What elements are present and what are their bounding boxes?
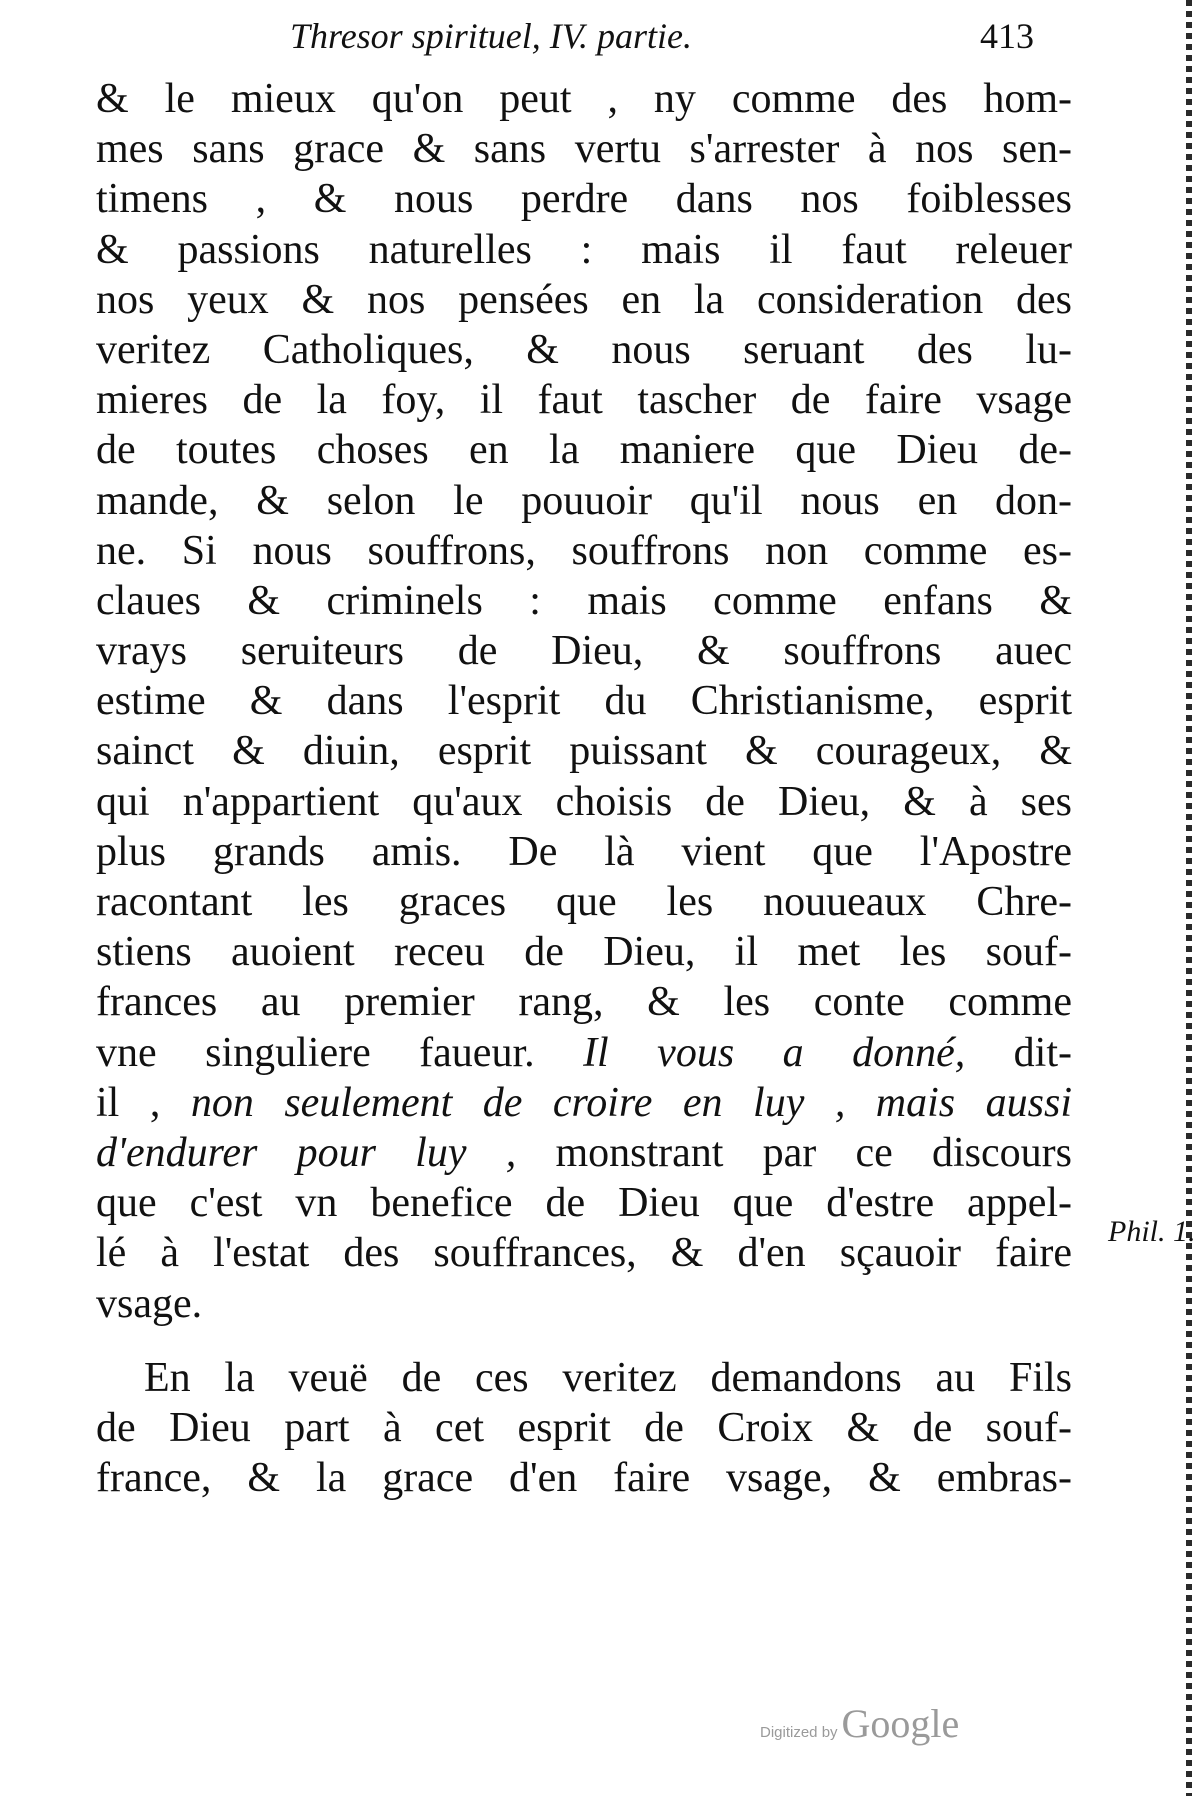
text-line: que c'est vn benefice de Dieu que d'estre appel- [96, 1180, 1072, 1227]
text-line: sainct & diuin, esprit puissant & courageux, & [96, 728, 1072, 775]
italic-quote: Il vous a donné, [583, 1029, 966, 1076]
plain-text: vne singuliere faueur. [96, 1029, 535, 1076]
text-line: de Dieu part à cet esprit de Croix & de souf- [96, 1404, 1072, 1451]
text-line: france, & la grace d'en faire vsage, & embras- [96, 1455, 1072, 1502]
paragraph-gap [96, 1329, 1072, 1353]
italic-quote: non seulement de croire en luy , mais aussi [190, 1079, 1073, 1126]
page-number: 413 [980, 16, 1034, 56]
text-line: plus grands amis. De là vient que l'Apostre [96, 828, 1072, 875]
paragraph-last-line: vsage. [96, 1280, 203, 1327]
digitized-by-label: Digitized by [760, 1724, 838, 1741]
text-line: timens , & nous perdre dans nos foiblesses [96, 176, 1072, 223]
text-line: qui n'appartient qu'aux choisis de Dieu, & à ses [96, 778, 1072, 825]
plain-text: il , [96, 1079, 161, 1126]
text-line: de toutes choses en la maniere que Dieu de- [96, 427, 1072, 474]
text-line: & le mieux qu'on peut , ny comme des hom- [96, 76, 1072, 122]
paragraph-first-line: En la veuë de ces veritez demandons au Fils [144, 1354, 1072, 1401]
italic-quote: d'endurer pour luy , [96, 1129, 517, 1176]
running-title: Thresor spirituel, IV. partie. [290, 16, 693, 56]
digitized-watermark [760, 1700, 959, 1747]
text-line: vrays seruiteurs de Dieu, & souffrons auec [96, 628, 1072, 675]
text-line: ne. Si nous souffrons, souffrons non comme es- [96, 527, 1072, 574]
text-line: lé à l'estat des souffrances, & d'en sçauoir faire [96, 1230, 1072, 1277]
text-line: frances au premier rang, & les conte comme [96, 979, 1072, 1026]
text-line: veritez Catholiques, & nous seruant des lu- [96, 326, 1072, 373]
plain-text: monstrant par ce discours [555, 1129, 1072, 1176]
margin-note-citation: Phil. 1. [1108, 1215, 1196, 1248]
text-line: mieres de la foy, il faut tascher de faire vsage [96, 377, 1072, 424]
text-line: racontant les graces que les nouueaux Chre- [96, 879, 1072, 925]
text-line: nos yeux & nos pensées en la consideration des [96, 276, 1072, 323]
text-line: mande, & selon le pouuoir qu'il nous en don- [96, 477, 1072, 524]
google-wordmark: Google [841, 1701, 960, 1746]
text-line: mes sans grace & sans vertu s'arrester à nos sen- [96, 126, 1072, 173]
running-header [290, 14, 1090, 58]
body-text [96, 74, 1072, 1503]
text-line: estime & dans l'esprit du Christianisme, esprit [96, 678, 1072, 725]
text-line-quote-end [96, 1128, 1072, 1178]
text-line: & passions naturelles : mais il faut releuer [96, 226, 1072, 273]
plain-text: dit- [1013, 1029, 1072, 1076]
text-line: claues & criminels : mais comme enfans & [96, 577, 1072, 624]
text-line-quote [96, 1078, 1072, 1128]
page-edge-binding [1186, 0, 1192, 1796]
text-line: stiens auoient receu de Dieu, il met les souf- [96, 929, 1072, 976]
text-line-quote-intro [96, 1028, 1072, 1078]
